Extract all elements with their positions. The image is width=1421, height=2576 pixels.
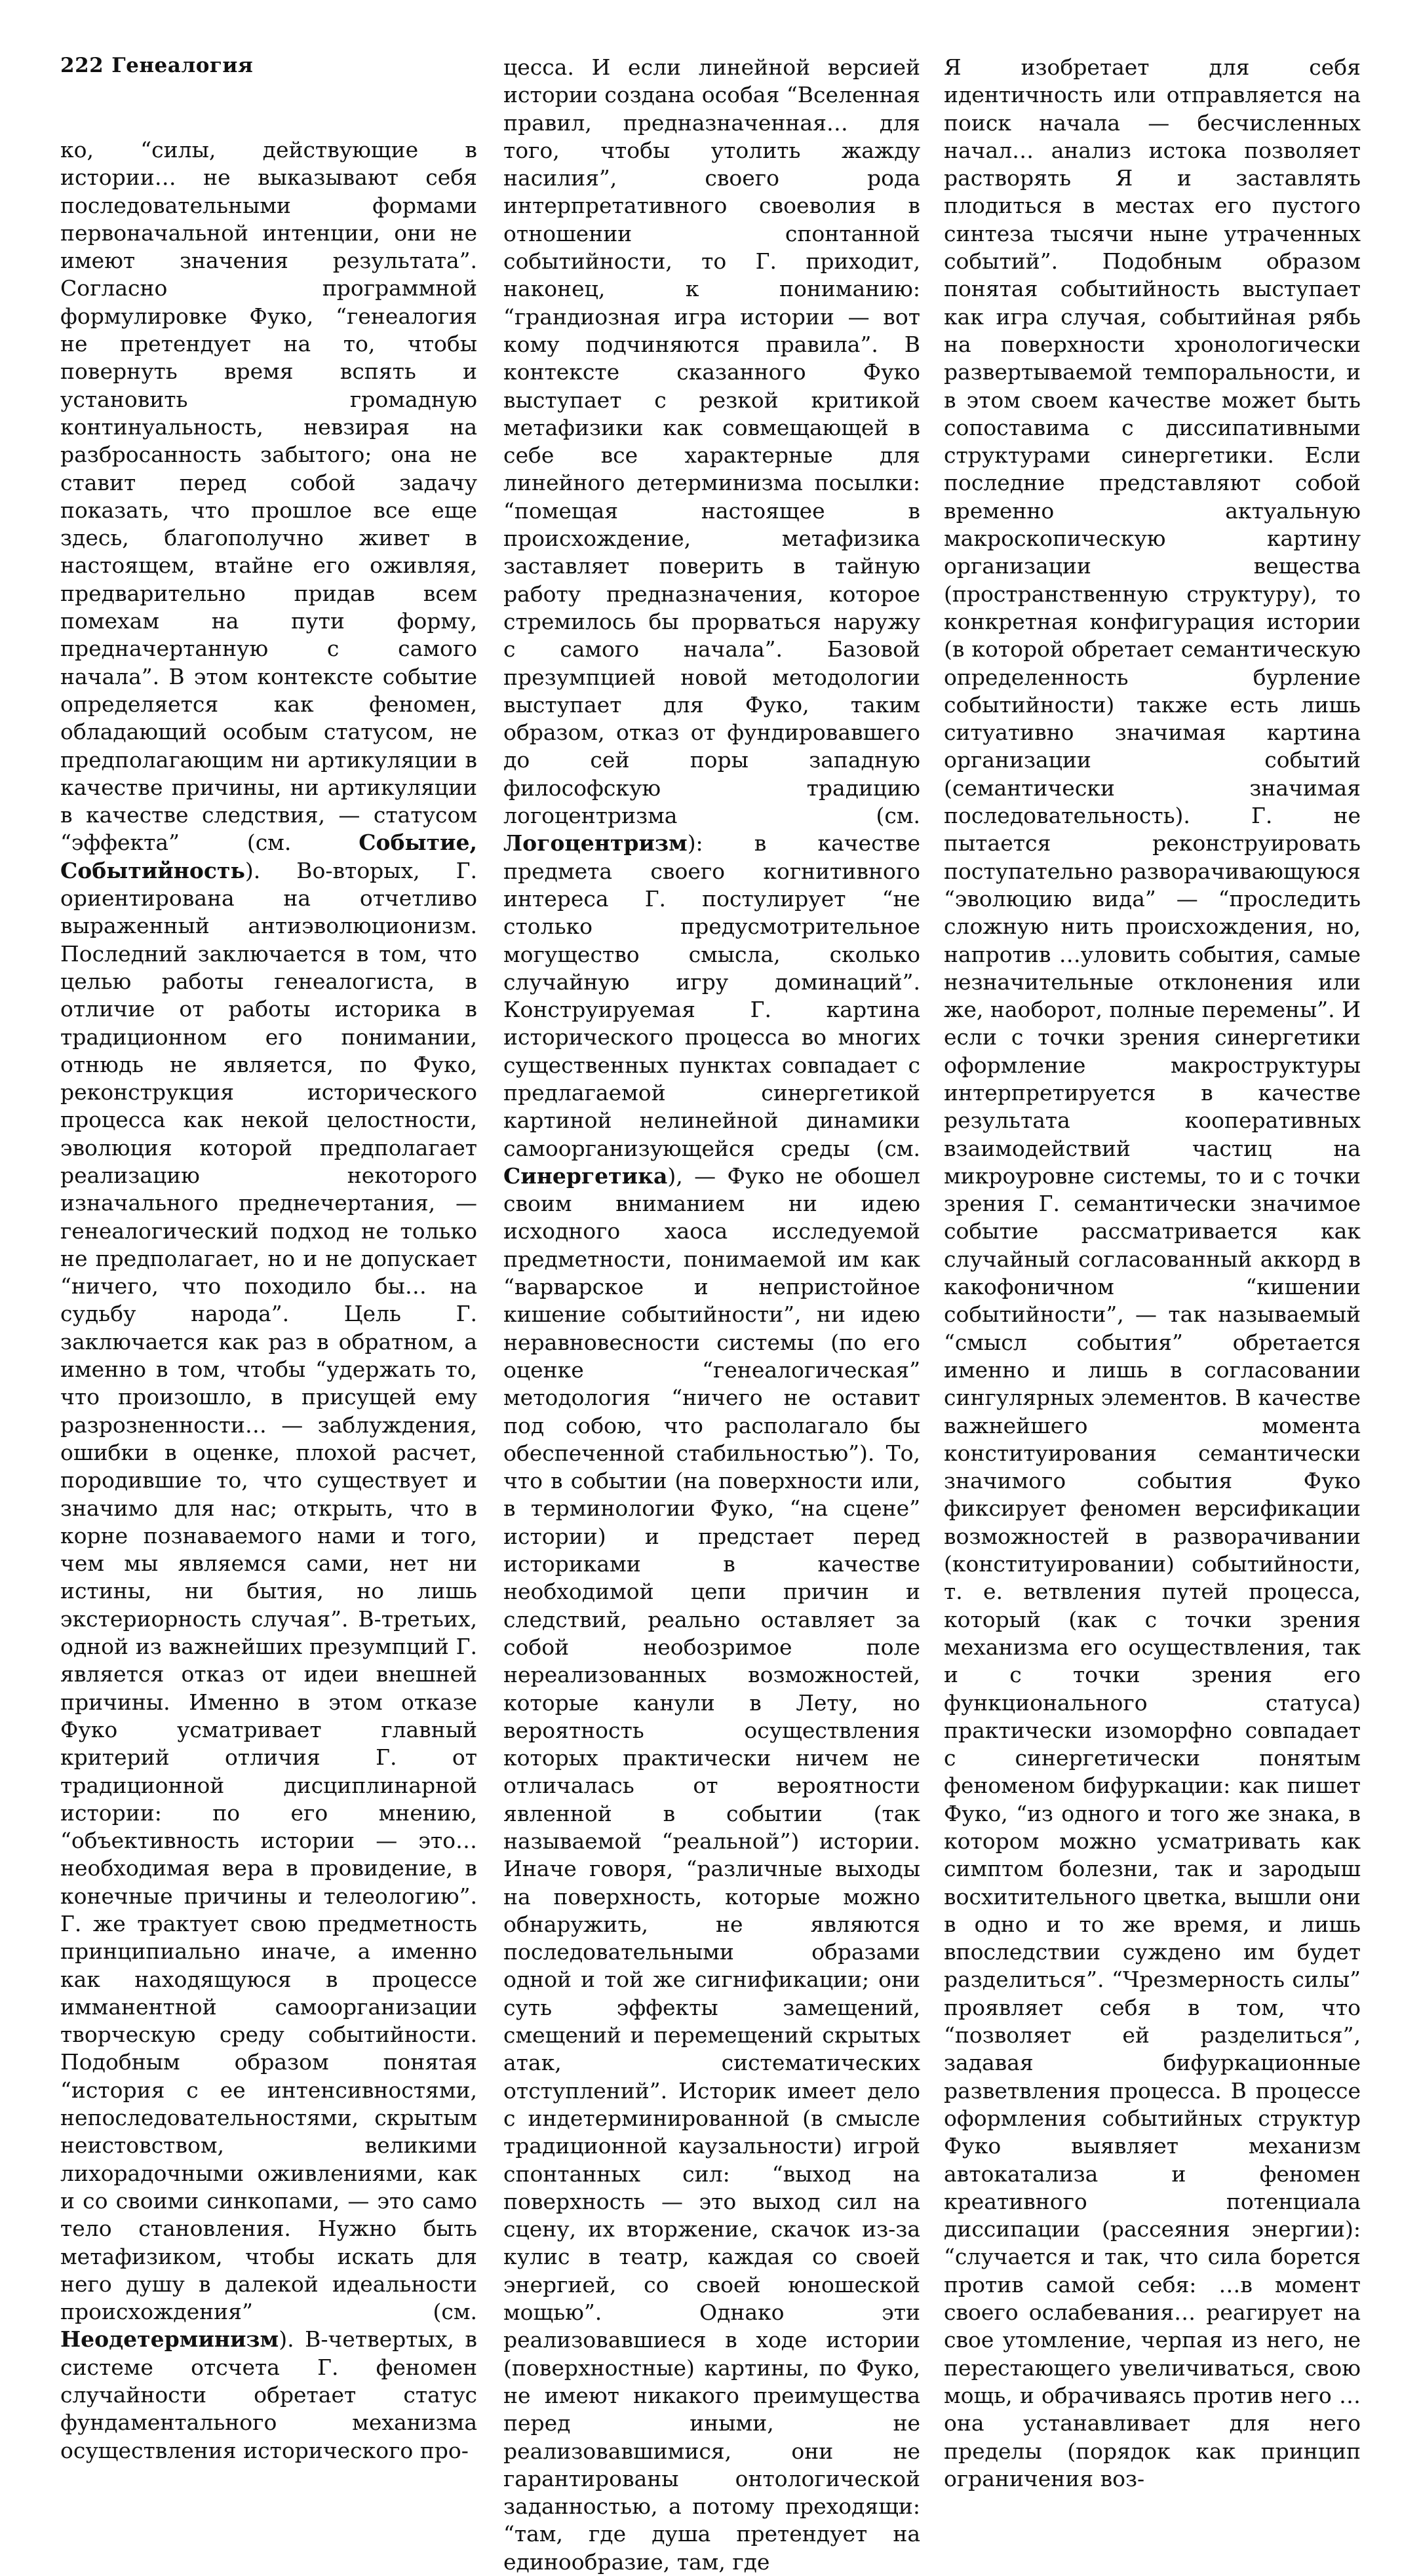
running-title: Генеалогия	[111, 54, 254, 77]
running-header	[60, 54, 253, 77]
text-run: ко, “силы, действующие в истории… не выказывают себя последовательными формами первоначальной интенции, они не имеют значения результата”. Согласно программной формулировке Фуко, “генеалогия не претендует на то, чтобы повернуть время вспять и установить громадную континуальность, невзирая на разбросанность забытого; она не ставит перед собой задачу показать, что прошлое все еще здесь, благополучно живет в настоящем, втайне его оживляя, предварительно придав всем помехам на пути форму, предначертанную с самого начала”. В этом контексте событие определяется как феномен, обладающий особым статусом, не предполагающим ни артикуляции в качестве причины, ни артикуляции в качестве следствия, — статусом “эффекта” (см.	[60, 137, 477, 856]
text-run: ): в качестве предмета своего когнитивного интереса Г. постулирует “не столько предусмотрительное могущество смысла, сколько случайную игру доминаций”. Конструируемая Г. картина исторического процесса во многих существенных пунктах совпадает с предлагаемой синергетикой картиной нелинейной динамики самоорганизующейся среды (см.	[503, 830, 920, 1161]
text-run: ), — Фуко не обошел своим вниманием ни идею исходного хаоса исследуемой предметности, понимаемой им как “варварское и непристойное кишение событийности”, ни идею неравновесности системы (по его оценке “генеалогическая” методология “ничего не оставит под собою, что располагало бы обеспеченной стабильностью”). То, что в событии (на поверхности или, в терминологии Фуко, “на сцене” истории) и предстает перед историками в качестве необходимой цепи причин и следствий, реально оставляет за собой необозримое поле нереализованных возможностей, которые канули в Лету, но вероятность осуществления которых практически ничем не отличалась от вероятности явленной в событии (так называемой “реальной”) истории. Иначе говоря, “различные выходы на поверхность, которые можно обнаружить, не являются последовательными образами одной и той же сигнификации; они суть эффекты замещений, смещений и перемещений скрытых атак, систематических отступлений”. Историк имеет дело с индетерминированной (в смысле традиционной каузальности) игрой спонтанных сил: “выход на поверхность — это выход сил на сцену, их вторжение, скачок из-за кулис в театр, каждая со своей энергией, со своей юношеской мощью”. Однако эти реализовавшиеся в ходе истории (поверхностные) картины, по Фуко, не имеют никакого преимущества перед иными, не реализовавшимися, они не гарантированы онтологической заданностью, а потому преходящи: “там, где душа претендует на единообразие, там, где	[503, 1163, 920, 2575]
page-number: 222	[60, 54, 104, 77]
column-3-paragraph	[944, 54, 1361, 2493]
text-run: ). Во-вторых, Г. ориентирована на отчетливо выраженный антиэволюционизм. Последний заключается в том, что целью работы генеалогиста, в отличие от работы историка в традиционном его понимании, отнюдь не является, по Фуко, реконструкция исторического процесса как некой целостности, эволюция которой предполагает реализацию некоторого изначального преднечертания, — генеалогический подход не только не предполагает, но и не допускает “ничего, что походило бы… на судьбу народа”. Цель Г. заключается как раз в обратном, а именно в том, чтобы “удержать то, что произошло, в присущей ему разрозненности… — заблуждения, ошибки в оценке, плохой расчет, породившие то, что существует и значимо для нас; открыть, что в корне познаваемого нами и того, чем мы являемся сами, нет ни истины, ни бытия, но лишь экстериорность случая”. В-третьих, одной из важнейших презумпций Г. является отказ от идеи внешней причины. Именно в этом отказе Фуко усматривает главный критерий отличия Г. от традиционной дисциплинарной истории: по его мнению, “объективность истории — это… необходимая вера в провидение, в конечные причины и телеологию”. Г. же трактует свою предметность принципиально иначе, а именно как находящуюся в процессе имманентной самоорганизации творческую среду событийности. Подобным образом понятая “история с ее интенсивностями, непоследовательностями, скрытым неистовством, великими лихорадочными оживлениями, как и со своими синкопами, — это само тело становления. Нужно быть метафизиком, чтобы искать для него душу в далекой идеальности происхождения” (см.	[60, 857, 477, 2325]
text-run: Я изобретает для себя идентичность или отправляется на поиск начала — бесчисленных начал… анализ истока позволяет растворять Я и заставлять плодиться в местах его пустого синтеза тысячи ныне утраченных событий”. Подобным образом понятая событийность выступает как игра случая, событийная рябь на поверхности хронологически развертываемой темпоральности, и в этом своем качестве может быть сопоставима с диссипативными структурами синергетики. Если последние представляют собой временно актуальную макроскопическую картину организации вещества (пространственную структуру), то конкретная конфигурация истории (в которой обретает семантическую определенность бурление событийности) также есть лишь ситуативно значимая картина организации событий (семантически значимая последовательность). Г. не пытается реконструировать поступательно разворачивающуюся “эволюцию вида” — “проследить сложную нить происхождения, но, напротив …уловить события, самые незначительные отклонения или же, наоборот, полные перемены”. И если с точки зрения синергетики оформление макроструктуры интерпретируется в качестве результата кооперативных взаимодействий частиц на микроуровне системы, то и с точки зрения Г. семантически значимое событие рассматривается как случайный согласованный аккорд в какофоничном “кишении событийности”, — так называемый “смысл события” обретается именно и лишь в согласовании сингулярных элементов. В качестве важнейшего момента конституирования семантически значимого события Фуко фиксирует феномен версификации возможностей в разворачивании (конституировании) событийности, т. е. ветвления путей процесса, который (как с точки зрения механизма его осуществления, так и с точки зрения его функционального статуса) практически изоморфно совпадает с синергетически понятым феноменом бифуркации: как пишет Фуко, “из одного и того же знака, в котором можно усматривать как симптом болезни, так и зародыш восхитительного цветка, вышли они в одно и то же время, и лишь впоследствии суждено им будет разделиться”. “Чрезмерность силы” проявляет себя в том, что “позволяет ей разделиться”, задавая бифуркационные разветвления процесса. В процессе оформления событийных структур Фуко выявляет механизм автокатализа и феномен креативного потенциала диссипации (рассеяния энергии): “случается и так, что сила борется против самой себя: …в момент своего ослабевания… реагирует на свое утомление, черпая из него, не перестающего увеличиваться, свою мощь, и обрачиваясь против него …она устанавливает для него пределы (порядок как принцип ограничения воз-	[944, 54, 1361, 2491]
column-1-paragraph	[60, 136, 477, 2465]
text-column-3	[944, 54, 1361, 2491]
text-column-1	[60, 136, 477, 2463]
cross-reference[interactable]: Логоцентризм	[503, 830, 688, 856]
text-run: цесса. И если линейной версией истории создана особая “Вселенная правил, предназначенная… для того, чтобы утолить жажду насилия”, своего рода интерпретативного своеволия в отношении спонтанной событийности, то Г. приходит, наконец, к пониманию: “грандиозная игра истории — вот кому подчиняются правила”. В контексте сказанного Фуко выступает с резкой критикой метафизики как совмещающей в себе все характерные для линейного детерминизма посылки: “помещая настоящее в происхождение, метафизика заставляет поверить в тайную работу предназначения, которое стремилось бы прорваться наружу с самого начала”. Базовой презумпцией новой методологии выступает для Фуко, таким образом, отказ от фундировавшего до сей поры западную философскую традицию логоцентризма (см.	[503, 54, 920, 829]
cross-reference[interactable]: Синергетика	[503, 1163, 668, 1189]
cross-reference[interactable]: Событие, Событийность	[60, 830, 477, 883]
column-2-paragraph	[503, 54, 920, 2576]
text-column-2	[503, 54, 920, 2575]
text-run: ). В-четвертых, в системе отсчета Г. феномен случайности обретает статус фундаментального механизма осуществления исторического про-	[60, 2326, 477, 2463]
cross-reference[interactable]: Неодетерминизм	[60, 2326, 279, 2353]
